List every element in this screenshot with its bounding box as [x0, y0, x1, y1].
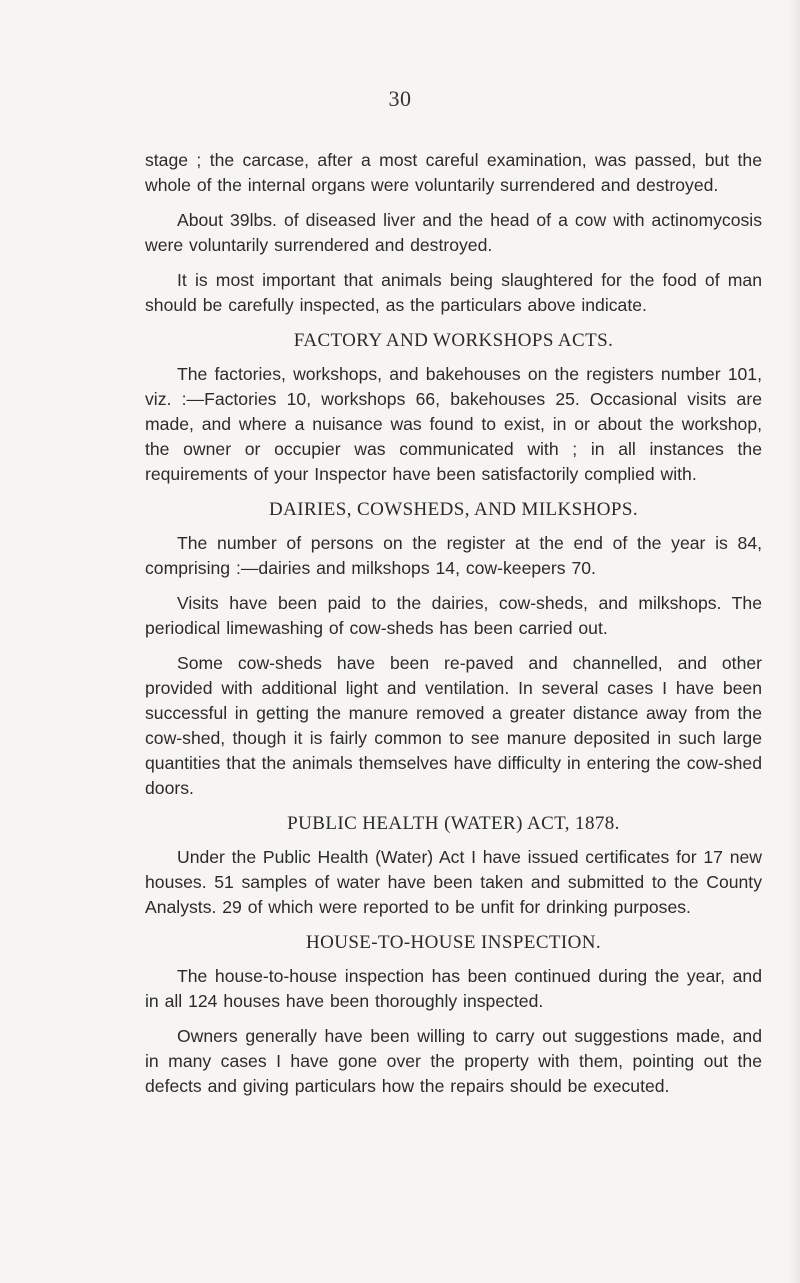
factory-paragraph-1: The factories, workshops, and bakehouses on the registers number 101, viz. :—Factories 10, workshops 66, bakehouses 25. Occasional visits are made, and where a nuisance was found to exist, in or about the workshop, the owner or occupier was communicated with ; in all instances the requirements of your Inspector have been satisfactorily complied with. — [145, 364, 762, 484]
intro-paragraph-3: It is most important that animals being slaughtered for the food of man should be carefully inspected, as the particulars above indicate. — [145, 270, 762, 315]
dairies-heading: DAIRIES, COWSHEDS, AND MILKSHOPS. — [269, 499, 638, 520]
house-inspection-paragraph-2: Owners generally have been willing to carry out suggestions made, and in many cases I have gone over the property with them, pointing out the defects and giving particulars how the repairs should be executed. — [145, 1026, 762, 1096]
dairies-paragraph-3: Some cow-sheds have been re-paved and channelled, and other provided with additional light and ventilation. In several cases I have been successful in getting the manure removed a greater distance away from the cow-shed, though it is fairly common to see manure deposited in such large quantities that the animals themselves have difficulty in entering the cow-shed doors. — [145, 653, 762, 798]
dairies-paragraph-1: The number of persons on the register at the end of the year is 84, comprising :—dairies and milkshops 14, cow-keepers 70. — [145, 533, 762, 578]
house-inspection-paragraph-1: The house-to-house inspection has been continued during the year, and in all 124 houses have been thoroughly inspected. — [145, 966, 762, 1011]
water-act-heading: PUBLIC HEALTH (WATER) ACT, 1878. — [287, 813, 620, 834]
page-body — [145, 148, 762, 1109]
page-number: 30 — [388, 86, 412, 111]
intro-paragraph-2: About 39lbs. of diseased liver and the head of a cow with actinomycosis were voluntarily surrendered and destroyed. — [145, 210, 762, 255]
water-act-paragraph-1: Under the Public Health (Water) Act I have issued certificates for 17 new houses. 51 samples of water have been taken and submitted to the County Analysts. 29 of which were reported to be unfit for drinking purposes. — [145, 847, 762, 917]
factory-heading: FACTORY AND WORKSHOPS ACTS. — [293, 330, 614, 351]
dairies-paragraph-2: Visits have been paid to the dairies, cow-sheds, and milkshops. The periodical limewashing of cow-sheds has been carried out. — [145, 593, 762, 638]
house-inspection-heading: HOUSE-TO-HOUSE INSPECTION. — [305, 932, 602, 953]
intro-paragraph-1: stage ; the carcase, after a most careful examination, was passed, but the whole of the internal organs were voluntarily surrendered and destroyed. — [145, 150, 762, 195]
page-edge-shadow — [788, 0, 800, 1283]
